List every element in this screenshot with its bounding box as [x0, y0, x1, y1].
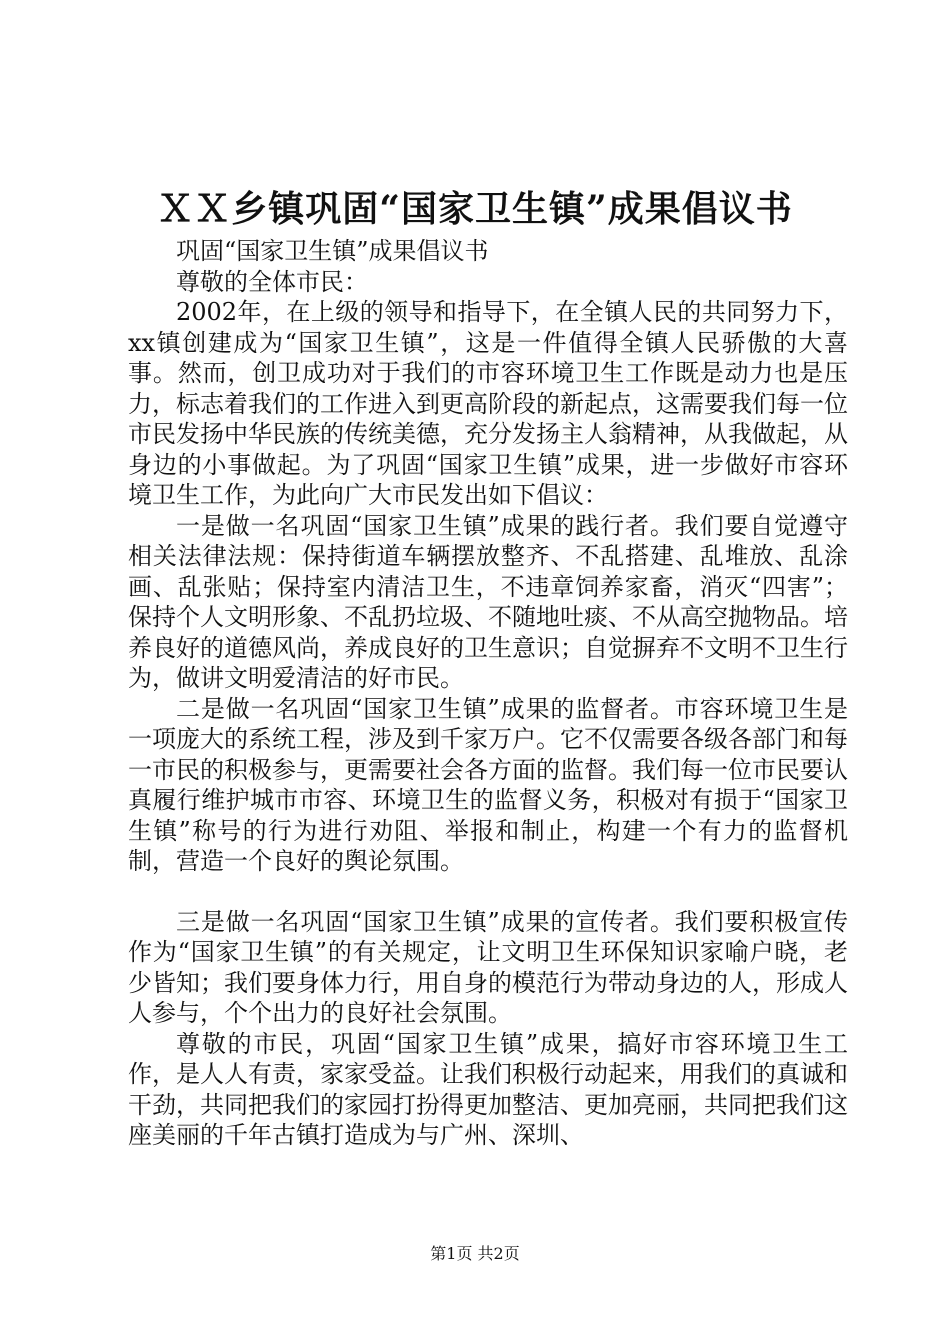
paragraph-supervisor: 二是做一名巩固“国家卫生镇”成果的监督者。市容环境卫生是一项庞大的系统工程，涉及到千家万户。它不仅需要各级各部门和每一市民的积极参与，更需要社会各方面的监督。我们每一位市民要认真履行维护城市市容、环境卫生的监督义务，积极对有损于“国家卫生镇”称号的行为进行劝阻、举报和制止，构建一个有力的监督机制，营造一个良好的舆论氛围。	[128, 694, 848, 875]
document-title: ＸＸ乡镇巩固“国家卫生镇”成果倡议书	[157, 188, 793, 230]
paragraph-promoter: 三是做一名巩固“国家卫生镇”成果的宣传者。我们要积极宣传作为“国家卫生镇”的有关规定，让文明卫生环保知识家喻户晓，老少皆知；我们要身体力行，用自身的模范行为带动身边的人，形成人人参与，个个出力的良好社会氛围。	[128, 907, 848, 1027]
document-body	[128, 236, 848, 1151]
page-number: 第1页 共2页	[430, 1244, 520, 1263]
paragraph-practitioner: 一是做一名巩固“国家卫生镇”成果的践行者。我们要自觉遵守相关法律法规：保持街道车辆摆放整齐、不乱搭建、乱堆放、乱涂画、乱张贴；保持室内清洁卫生，不违章饲养家畜，消灭“四害”；保持个人文明形象、不乱扔垃圾、不随地吐痰、不从高空抛物品。培养良好的道德风尚，养成良好的卫生意识；自觉摒弃不文明不卫生行为，做讲文明爱清洁的好市民。	[128, 511, 848, 692]
paragraph-intro: 2002年，在上级的领导和指导下，在全镇人民的共同努力下，xx镇创建成为“国家卫生镇”，这是一件值得全镇人民骄傲的大喜事。然而，创卫成功对于我们的市容环境卫生工作既是动力也是压力，标志着我们的工作进入到更高阶段的新起点，这需要我们每一位市民发扬中华民族的传统美德，充分发扬主人翁精神，从我做起，从身边的小事做起。为了巩固“国家卫生镇”成果，进一步做好市容环境卫生工作，为此向广大市民发出如下倡议：	[128, 298, 848, 509]
paragraph-closing: 尊敬的市民，巩固“国家卫生镇”成果，搞好市容环境卫生工作，是人人有责，家家受益。让我们积极行动起来，用我们的真诚和干劲，共同把我们的家园打扮得更加整洁、更加亮丽，共同把我们这座美丽的千年古镇打造成为与广州、深圳、	[128, 1029, 848, 1149]
salutation: 尊敬的全体市民：	[176, 267, 368, 296]
document-subtitle: 巩固“国家卫生镇”成果倡议书	[176, 237, 489, 265]
